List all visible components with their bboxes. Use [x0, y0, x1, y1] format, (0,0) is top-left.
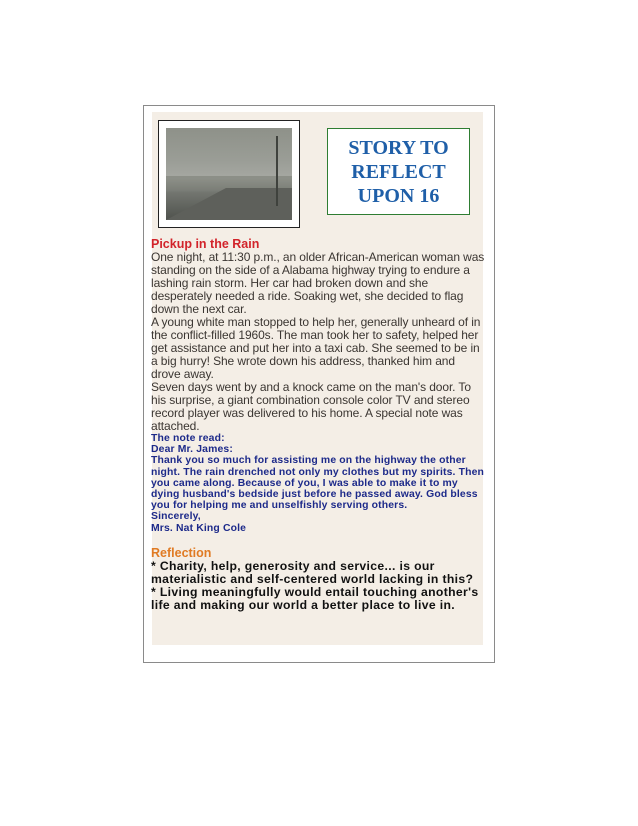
story-content — [151, 237, 485, 613]
note-intro: The note read: — [151, 433, 225, 444]
photo-road — [166, 188, 292, 220]
reflection-point-2: * Living meaningfully would entail touching another's life and making our world a better place to live in. — [151, 585, 479, 613]
note-salutation: Dear Mr. James: — [151, 444, 233, 456]
rainy-highway-photo — [166, 128, 292, 220]
photo-pole — [276, 136, 278, 206]
story-heading: Pickup in the Rain — [151, 237, 260, 251]
note-closing: Sincerely, — [151, 511, 201, 523]
title-box — [327, 128, 470, 215]
story-paragraph-1: One night, at 11:30 p.m., an older African-American woman was standing on the side of a Alabama highway trying to endure a lashing rain storm. Her car had broken down and she desperately needed a ride. Soaking wet, she decided to flag down the next car. — [151, 250, 485, 316]
reflection-heading: Reflection — [151, 545, 212, 560]
reflection-point-1: * Charity, help, generosity and service... is our materialistic and self-centered world lacking in this? — [151, 558, 474, 587]
note-body: Thank you so much for assisting me on the highway the other night. The rain drenched not only my clothes but my spirits. Then you came along. Because of you, I was able to make it to my dying husband's bedside just before he passed away. God bless you for helping me and unselfishly serving others. — [151, 455, 485, 512]
story-paragraph-2: A young white man stopped to help her, generally unheard of in the conflict-filled 1960s. The man took her to safety, helped her get assistance and put her into a taxi cab. She seemed to be in a big hurry! She wrote down his address, thanked him and drove away. — [151, 315, 481, 381]
note-signature: Mrs. Nat King Cole — [151, 522, 247, 534]
page-title: STORY TO REFLECT UPON 16 — [348, 136, 449, 207]
photo-frame — [158, 120, 300, 228]
story-paragraph-3: Seven days went by and a knock came on the man's door. To his surprise, a giant combination console color TV and stereo record player was delivered to his home. A special note was attached. — [151, 380, 471, 433]
